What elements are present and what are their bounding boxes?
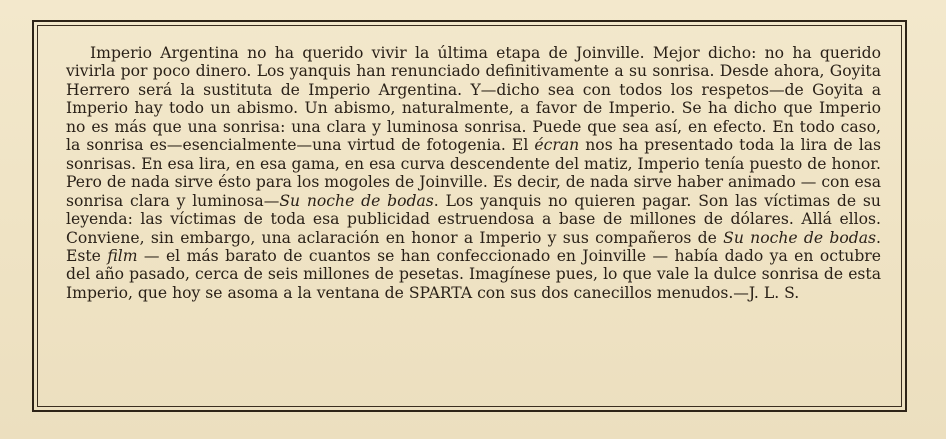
article-text-segment: . Este <box>66 228 881 265</box>
article-text-segment: . Los yanquis no quieren pagar. Son las víctimas de su leyenda: las víctimas de toda esa publicidad estruendosa a base de millones de dólares. Allá ellos. Conviene, sin embargo, una aclaración en honor a Imperio y sus compañeros de <box>66 191 881 247</box>
italic-word-ecran: écran <box>534 136 580 155</box>
italic-film-title: Su noche de bodas <box>723 228 877 247</box>
article-text-segment: nos ha presentado toda la lira de las sonrisas. En esa lira, en esa gama, en esa curva descendente del matiz, Imperio tenía puesto de honor. Pero de nada sirve ésto para los mogoles de Joinville. Es decir, de nada sirve haber animado — con esa sonrisa clara y luminosa— <box>66 136 881 210</box>
article-body <box>66 44 881 302</box>
article-text-segment: — el más barato de cuantos se han confeccionado en Joinville — había dado ya en octubre del año pasado, cerca de seis millones de pesetas. Imagínese pues, lo que vale la dulce sonrisa de esta Imperio, que hoy se asoma a la ventana de SPARTA con sus dos canecillos menudos.—J. L. S. <box>66 246 881 302</box>
italic-film-title: Su noche de bodas <box>279 191 434 210</box>
italic-word-film: film <box>107 246 138 265</box>
article-text-segment: Imperio Argentina no ha querido vivir la última etapa de Joinville. Mejor dicho: no ha querido vivirla por poco dinero. Los yanquis han renunciado definitivamente a su sonrisa. Desde ahora, Goyita Herrero será la sustituta de Imperio Argentina. Y—dicho sea con todos los respetos—de Goyita a Imperio hay todo un abismo. Un abismo, naturalmente, a favor de Imperio. Se ha dicho que Imperio no es más que una sonrisa: una clara y luminosa sonrisa. Puede que sea así, en efecto. En todo caso, la sonrisa es—esencialmente—una virtud de fotogenia. El <box>66 44 881 155</box>
